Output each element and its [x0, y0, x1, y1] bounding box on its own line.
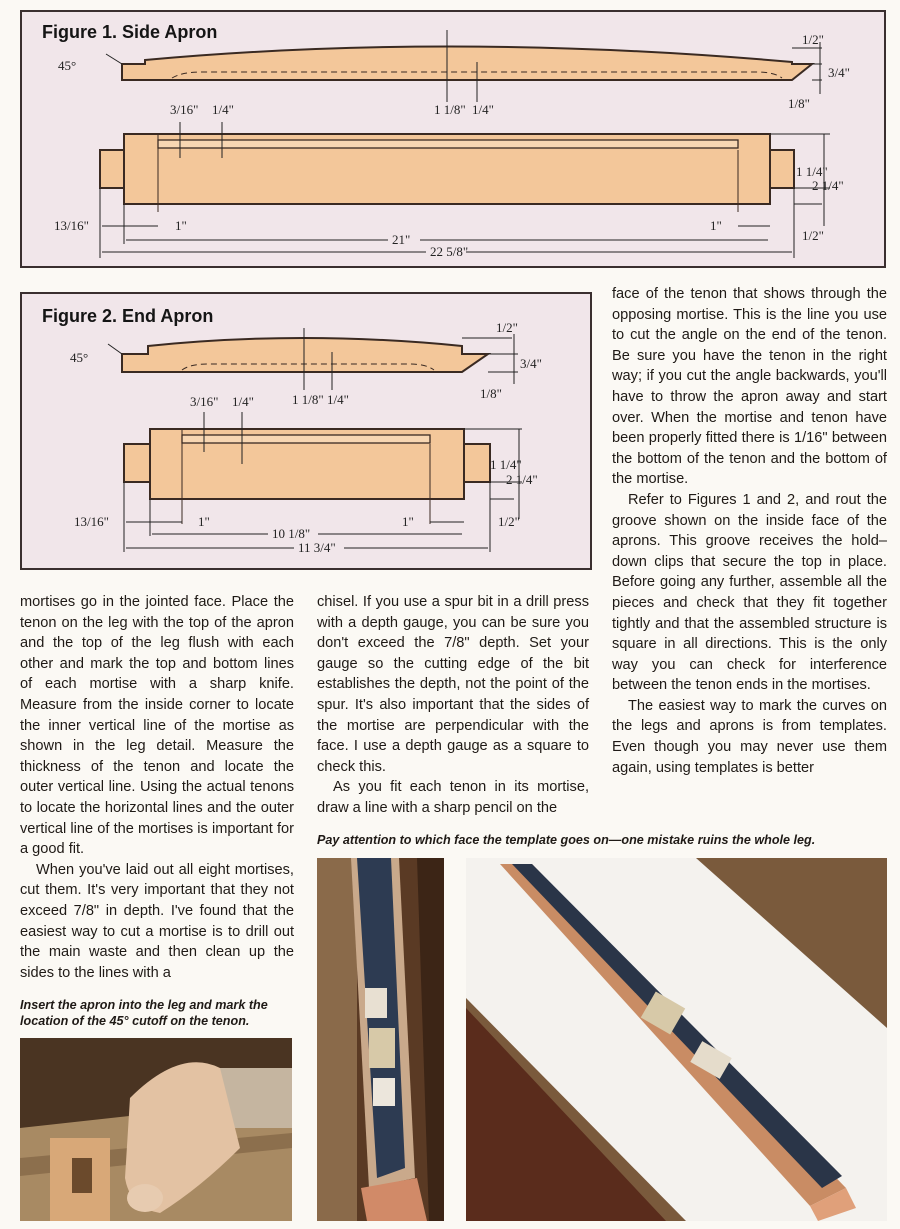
fig2-dim-1-right: 1" — [402, 514, 414, 529]
fig1-dim-1-2-bottom: 1/2" — [802, 228, 824, 243]
col2-para-2: As you fit each tenon in its mortise, draw a line with a sharp pencil on the — [317, 779, 589, 816]
caption-left-photo: Insert the apron into the leg and mark the location of the 45° cutoff on the tenon. — [20, 998, 268, 1028]
fig2-dim-1-4: 1/4" — [327, 392, 349, 407]
col3-para-2: Refer to Figures 1 and 2, and rout the groove shown on the inside face of the aprons. This groove receives the hold–down clips that secure the top in place. Before going any further, assemble all the pieces and check that they fit together tightly and that the assembled structure is square in all directions. This is the only way you can check for interference between the tenon ends in the mortises. — [612, 491, 887, 694]
fig2-dim-13-16: 13/16" — [74, 514, 109, 529]
caption-right-photos: Pay attention to which face the template goes on—one mistake ruins the whole leg. — [317, 833, 816, 847]
fig2-dim-1-left: 1" — [198, 514, 210, 529]
fig1-dim-1-2: 1/2" — [802, 32, 824, 47]
figure-2-drawing — [22, 294, 594, 572]
end-apron-profile — [122, 338, 488, 372]
fig1-dim-1-left: 1" — [175, 218, 187, 233]
photo-apron-in-leg-art — [20, 1038, 292, 1221]
photo-template-leg-right — [466, 858, 887, 1221]
fig1-dim-1-1-8: 1 1/8" — [434, 102, 466, 117]
fig2-dim-10-1-8: 10 1/8" — [272, 526, 311, 541]
fig2-dim-1-2: 1/2" — [496, 320, 518, 335]
photo-template-leg-left — [317, 858, 444, 1221]
figure-1-side-apron — [20, 10, 886, 268]
fig1-dim-1-1-4: 1 1/4" — [796, 164, 828, 179]
fig1-dim-2-1-4: 2 1/4" — [812, 178, 844, 193]
fig1-dim-13-16: 13/16" — [54, 218, 89, 233]
end-apron-tenon-right — [464, 444, 490, 482]
fig2-dim-1-1-4: 1 1/4" — [490, 457, 522, 472]
end-apron-tenon-left — [124, 444, 150, 482]
fig2-dim-1-4-top: 1/4" — [232, 394, 254, 409]
text-column-2 — [317, 592, 589, 819]
end-apron-groove — [182, 435, 430, 443]
fig1-dim-1-8-right: 1/8" — [788, 96, 810, 111]
fig1-dim-21: 21" — [392, 232, 411, 247]
fig1-dim-3-16: 3/16" — [170, 102, 199, 117]
fig1-dim-1-4-top: 1/4" — [212, 102, 234, 117]
photo-template-leg-right-art — [466, 858, 887, 1221]
side-apron-profile — [122, 46, 812, 80]
figure-2-end-apron — [20, 292, 592, 570]
side-apron-tenon-right — [770, 150, 794, 188]
fig2-dim-1-1-8: 1 1/8" — [292, 392, 324, 407]
fig2-dim-1-2-bottom: 1/2" — [498, 514, 520, 529]
side-apron-tenon-left — [100, 150, 124, 188]
col3-para-3: The easiest way to mark the curves on the legs and aprons is from templates. Even though you may never use them again, using templates is better — [612, 697, 887, 776]
figure-1-drawing — [22, 12, 888, 270]
text-column-3 — [612, 284, 887, 778]
fig1-dim-3-4: 3/4" — [828, 65, 850, 80]
fig2-dim-2-1-4: 2 1/4" — [506, 472, 538, 487]
side-apron-groove — [158, 140, 738, 148]
col1-para-1: mortises go in the jointed face. Place the tenon on the leg with the top of the apron and the top of the leg flush with each other and mark the top and bottom lines of each mortise with a sharp knife. Measure from the inside corner to locate the inner vertical line of the mortise as shown in the leg detail. Measure the thickness of the tenon and locate the outer vertical line. Using the actual tenons to locate the horizontal lines and the outer vertical line of the mortises is important for a good fit. — [20, 594, 294, 858]
fig2-angle: 45° — [70, 350, 89, 365]
col1-para-2: When you've laid out all eight mortises, cut them. It's very important that they not exceed 7/8" in depth. I've found that the easiest way to cut a mortise is to drill out the main waste and then clean up the sides to the lines with a — [20, 861, 294, 981]
col3-para-1: face of the tenon that shows through the opposing mortise. This is the line you use to cut the angle on the end of the tenon. Be sure you have the tenon in the right way; if you cut the angle backwards, you'll have to throw the apron away and start over. When the mortise and tenon have been properly fitted there is 1/16" between the bottom of the tenon and the bottom of the mortise. — [612, 286, 887, 488]
fig1-dim-22-5-8: 22 5/8" — [430, 244, 469, 259]
photo-template-leg-left-art — [317, 858, 444, 1221]
col2-para-1: chisel. If you use a spur bit in a drill press with a depth gauge, you can be sure you don't exceed the 7/8" depth. Set your gauge so the cutting edge of the bit establishes the depth, not the point of the spur. It's also important that the sides of the mortise are perpendicular with the face. I use a depth gauge as a square to check this. — [317, 594, 589, 775]
text-column-1 — [20, 592, 294, 983]
figure-1-title: Figure 1. Side Apron — [42, 22, 218, 42]
figure-2-title: Figure 2. End Apron — [42, 306, 214, 326]
fig2-dim-3-16: 3/16" — [190, 394, 219, 409]
fig2-dim-11-3-4: 11 3/4" — [298, 540, 336, 555]
fig1-dim-1-right: 1" — [710, 218, 722, 233]
fig2-dim-3-4: 3/4" — [520, 356, 542, 371]
fig2-dim-1-8-right: 1/8" — [480, 386, 502, 401]
fig1-dim-1-4: 1/4" — [472, 102, 494, 117]
photo-apron-in-leg — [20, 1038, 292, 1221]
fig1-angle: 45° — [58, 58, 77, 73]
